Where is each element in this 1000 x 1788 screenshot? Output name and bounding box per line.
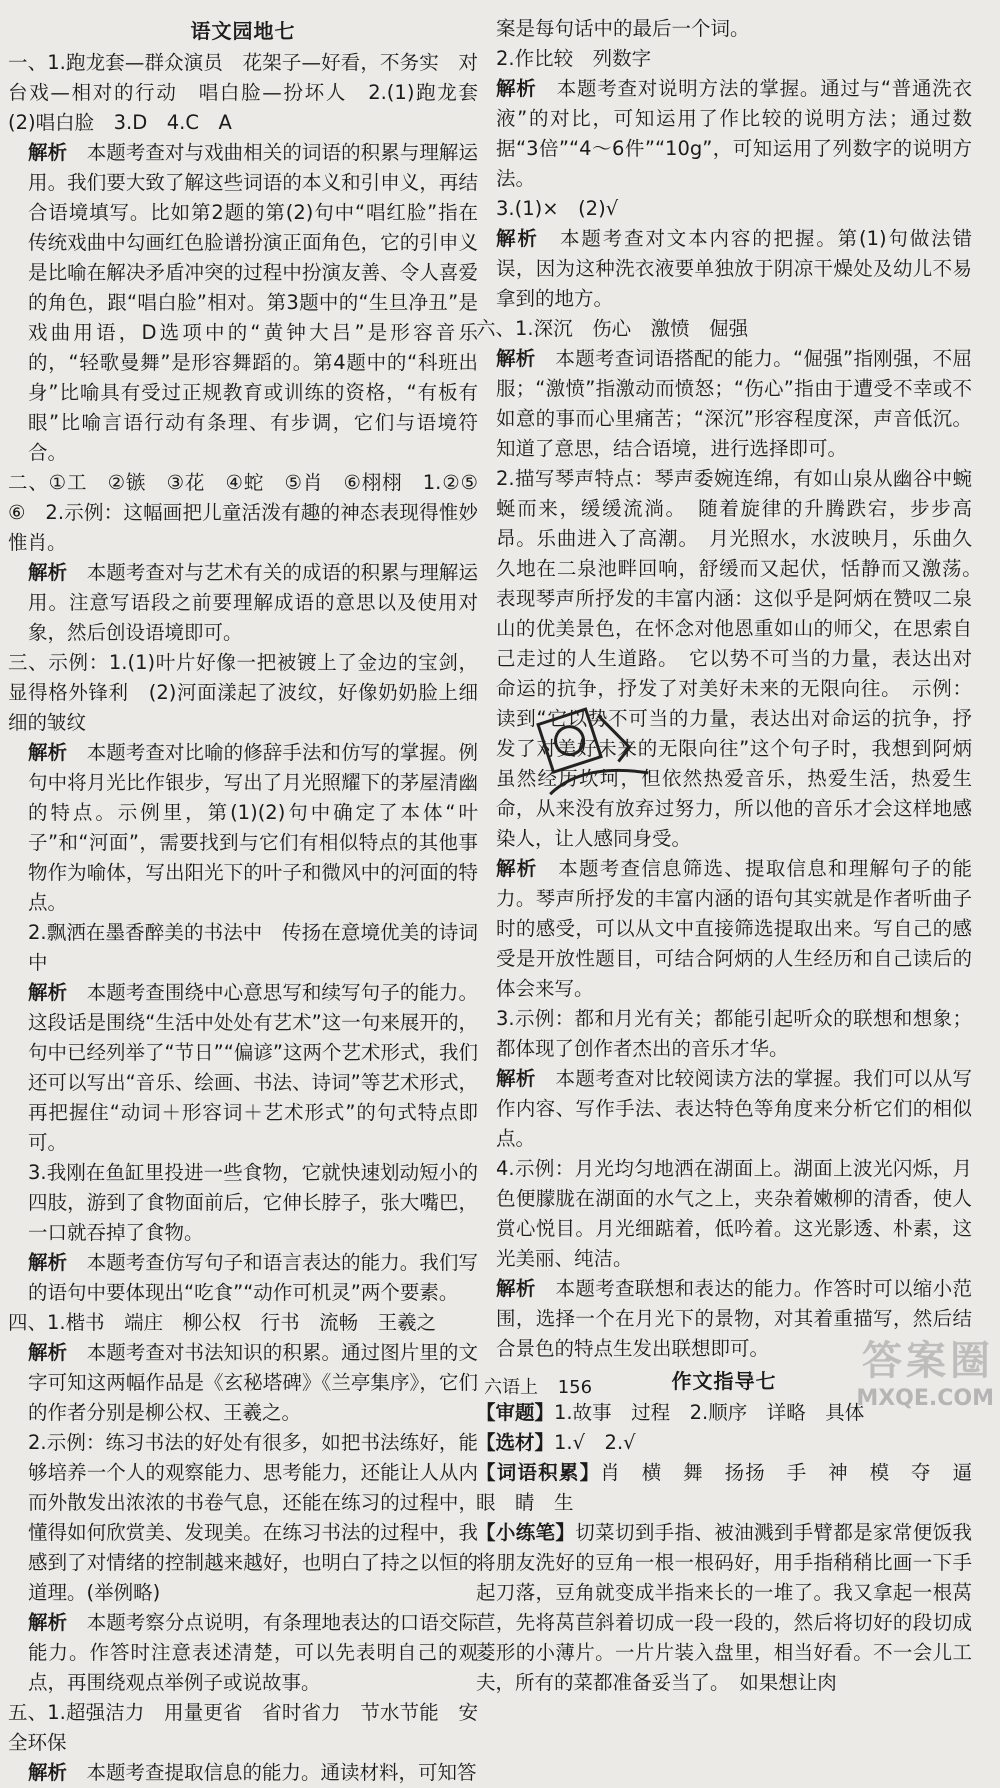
analysis-tag: 解析 [496,227,539,250]
paragraph [476,1154,972,1274]
paragraph [8,138,478,468]
analysis-tag: 解析 [496,1067,536,1090]
paragraph [8,1608,478,1698]
paragraph-text: 3.我刚在鱼缸里投进一些食物，它就快速划动短小的四肢，游到了食物面前后，它伸长脖子，张大嘴巴，一口就吞掉了食物。 [28,1161,478,1244]
paragraph-text: 三、示例：1.(1)叶片好像一把被镀上了金边的宝剑，显得格外锋利 (2)河面漾起了波纹，好像奶奶脸上细细的皱纹 [8,651,478,734]
paragraph-text: 六、1.深沉 伤心 激愤 倔强 [476,317,749,340]
paragraph [8,48,498,138]
watermark-url: MXQE.COM [856,1386,994,1411]
paragraph-text: 四、1.楷书 端庄 柳公权 行书 流畅 王羲之 [8,1311,437,1334]
paragraph [476,1004,972,1064]
paragraph-text: 本题考查仿写句子和语言表达的能力。我们写的语句中要体现出“吃食”“动作可机灵”两个要素。 [28,1251,478,1304]
paragraph-text: 本题考查对文本内容的把握。第(1)句做法错误，因为这种洗衣液要单独放于阴凉干燥处及幼儿不易拿到的地方。 [496,227,972,310]
guide-tag: 【审题】 [476,1401,555,1424]
analysis-tag: 解析 [28,981,68,1004]
right-column [476,14,992,1698]
section-title-zuowen: 作文指导七 [671,1369,777,1393]
guide-text: 1.√ 2.√ [554,1431,636,1454]
left-paragraphs [8,48,498,1788]
paragraph-text: 本题考查提取信息的能力。通读材料，可知答 [67,1761,477,1784]
analysis-tag: 解析 [496,1277,536,1300]
paragraph [476,1064,972,1154]
paragraph [476,314,972,344]
section-title-yuwenyuandi: 语文园地七 [190,19,296,43]
paragraph [8,1308,478,1338]
paragraph-text: 本题考查联想和表达的能力。作答时可以缩小范围，选择一个在月光下的景物，对其着重描写，然后结合景色的特点生发出联想即可。 [496,1277,972,1360]
paragraph [8,1158,478,1248]
guide-text: 1.故事 过程 2.顺序 详略 具体 [554,1401,865,1424]
paragraph-text: 本题考查信息筛选、提取信息和理解句子的能力。琴声所抒发的丰富内涵的语句其实就是作者听曲子时的感受，可以从文中直接筛选提取出来。写自己的感受是开放性题目，可结合阿炳的人生经历和自己读后的体会来写。 [496,857,972,1000]
watermark-logo: 答案圈 [862,1338,994,1384]
page-footer [484,1373,606,1399]
paragraph [8,468,498,558]
paragraph-text: 本题考查对说明方法的掌握。通过与“普通洗衣液”的对比，可知运用了作比较的说明方法；通过数据“3倍”“4～6件”“10g”，可知运用了列数字的说明方法。 [496,77,972,190]
paragraph-text: 4.示例：月光均匀地洒在湖面上。湖面上波光闪烁，月色便朦胧在湖面的水气之上，夹杂着嫩柳的清香，使人赏心悦目。月光细踮着，低吟着。这光影透、朴素，这光美丽、纯洁。 [496,1157,972,1270]
paragraph-text: 本题考查对与艺术有关的成语的积累与理解运用。注意写语段之前要理解成语的意思以及使用对象，然后创设语境即可。 [28,561,478,644]
paragraph-text: 本题考查对比喻的修辞手法和仿写的掌握。例句中将月光比作银步，写出了月光照耀下的茅屋清幽的特点。示例里，第(1)(2)句中确定了本体“叶子”和“河面”，需要找到与它们有相似特点的其他事物作为喻体，写出阳光下的叶子和微风中的河面的特点。 [28,741,478,914]
analysis-tag: 解析 [28,1251,68,1274]
footer-subject: 六语上 [484,1377,538,1398]
left-column [8,14,498,1788]
paragraph [8,1698,478,1758]
guide-text: 肖 横 舞 扬扬 手 神 模 夺 逼 眼 睛 生 [476,1461,992,1514]
guide-tag: 【词语积累】 [476,1461,601,1484]
paragraph-text: 3.示例：都和月光有关；都能引起听众的联想和想象；都体现了创作者杰出的音乐才华。 [496,1007,972,1060]
paragraph-text: 本题考查对比较阅读方法的掌握。我们可以从写作内容、写作手法、表达特色等角度来分析它们的相似点。 [496,1067,972,1150]
paragraph-text: 本题考查对书法知识的积累。通过图片里的文字可知这两幅作品是《玄秘塔碑》《兰亭集序》，它们的作者分别是柳公权、王羲之。 [28,1341,478,1424]
paragraph-text: 2.描写琴声特点：琴声委婉连绵，有如山泉从幽谷中蜿蜒而来，缓缓流淌。 随着旋律的升腾跌宕，步步高昂。乐曲进入了高潮。 月光照水，水波映月，乐曲久久地在二泉池畔回响，舒缓而又起伏，恬静而又激荡。 表现琴声所抒发的丰富内涵：这似乎是阿炳在赞叹二泉山的优美景色，在怀念对他恩重如山的师父，在思索自己走过的人生道路。 它以势不可当的力量，表达出对命运的抗争，抒发了对美好未来的无限向往。 示例：读到“它以势不可当的力量，表达出对命运的抗争，抒发了对美好未来的无限向往”这个句子时，我想到阿炳虽然经历坎坷，但依然热爱音乐，热爱生活，热爱生命，从来没有放弃过努力，所以他的音乐才会这样地感染人，让人感同身受。 [496,467,992,850]
guide-row [476,1458,992,1518]
paragraph [8,1338,478,1428]
paragraph [8,918,478,978]
guide-tag: 【小练笔】 [476,1521,576,1544]
analysis-tag: 解析 [496,857,538,880]
paragraph [476,194,972,224]
analysis-tag: 解析 [28,741,68,764]
paragraph-text: 二、①工 ②镞 ③花 ④蛇 ⑤肖 ⑥栩栩 1.②⑤ ⑥ 2.示例：这幅画把儿童活泼有趣的神态表现得惟妙惟肖。 [8,471,498,554]
paragraph-text: 一、1.跑龙套—群众演员 花架子—好看，不务实 对台戏—相对的行动 唱白脸—扮坏人 2.(1)跑龙套 (2)唱白脸 3.D 4.C A [8,51,498,134]
paragraph-text: 本题考察分点说明，有条理地表达的口语交际能力。作答时注意表述清楚，可以先表明自己的观点，再围绕观点举例子或说故事。 [28,1611,478,1694]
guide-row [476,1518,972,1698]
paragraph [476,854,972,1004]
paragraph-text: 五、1.超强洁力 用量更省 省时省力 节水节能 安全环保 [8,1701,478,1754]
paragraph [476,44,972,74]
analysis-tag: 解析 [28,1611,68,1634]
paragraph-text: 2.作比较 列数字 [496,47,652,70]
guide-row [476,1428,972,1458]
paragraph [8,1248,478,1308]
analysis-tag: 解析 [28,1341,68,1364]
analysis-tag: 解析 [496,77,537,100]
paragraph-text: 本题考查对与戏曲相关的词语的积累与理解运用。我们要大致了解这些词语的本义和引申义，再结合语境填写。比如第2题的第(2)句中“唱红脸”指在传统戏曲中勾画红色脸谱扮演正面角色，它的引申义是比喻在解决矛盾冲突的过程中扮演友善、令人喜爱的角色，跟“唱白脸”相对。第3题中的“生旦净丑”是戏曲用语，D选项中的“黄钟大吕”是形容音乐的，“轻歌曼舞”是形容舞蹈的。第4题中的“科班出身”比喻具有受过正规教育或训练的资格，“有板有眼”比喻言语行动有条理、有步调，它们与语境符合。 [28,141,478,464]
guide-tag: 【选材】 [476,1431,555,1454]
paragraph [476,224,972,314]
paragraph [8,558,478,648]
paragraph [8,1758,478,1788]
analysis-tag: 解析 [496,347,536,370]
guide-text: 切菜切到手指、被油溅到手臂都是家常便饭我将朋友洗好的豆角一根一根码好，用手指稍稍比画一下手起刀落，豆角就变成半指来长的一堆了。我又拿起一根莴苣，先将莴苣斜着切成一段一段的，然后将切好的段切成菱形的小薄片。一片片装入盘里，相当好看。不一会儿工夫，所有的菜都准备妥当了。 如果想让肉 [476,1521,972,1694]
paragraph [8,738,478,918]
analysis-tag: 解析 [28,141,68,164]
paragraph [8,648,478,738]
paragraph-text: 本题考查词语搭配的能力。“倔强”指刚强，不屈服；“激愤”指激动而愤怒；“伤心”指由于遭受不幸或不如意的事而心里痛苦；“深沉”形容程度深，声音低沉。知道了意思，结合语境，进行选择即可。 [496,347,972,460]
paragraph [476,14,972,44]
paragraph [8,1428,478,1608]
paragraph [476,344,972,464]
analysis-tag: 解析 [28,1761,68,1784]
paragraph-text: 案是每句话中的最后一个词。 [496,17,750,40]
paragraph-text: 3.(1)× (2)√ [496,197,619,220]
paragraph-text: 本题考查围绕中心意思写和续写句子的能力。这段话是围绕“生活中处处有艺术”这一句来展开的，句中已经列举了“节日”“偏谚”这两个艺术形式，我们还可以写出“音乐、绘画、书法、诗词”等艺术形式，再把握住“动词＋形容词＋艺术形式”的句式特点即可。 [28,981,478,1154]
paragraph-text: 2.示例：练习书法的好处有很多，如把书法练好，能够培养一个人的观察能力、思考能力，还能让人从内而外散发出浓浓的书卷气息，还能在练习的过程中，懂得如何欣赏美、发现美。在练习书法的过程中，我感到了对情绪的控制越来越好，也明白了持之以恒的道理。(举例略) [28,1431,478,1604]
paragraph [8,978,478,1158]
footer-page-number: 156 [557,1377,593,1398]
analysis-tag: 解析 [28,561,68,584]
paragraph [476,74,972,194]
paragraph-text: 2.飘洒在墨香醉美的书法中 传扬在意境优美的诗词中 [28,921,478,974]
watermark [856,1329,994,1411]
